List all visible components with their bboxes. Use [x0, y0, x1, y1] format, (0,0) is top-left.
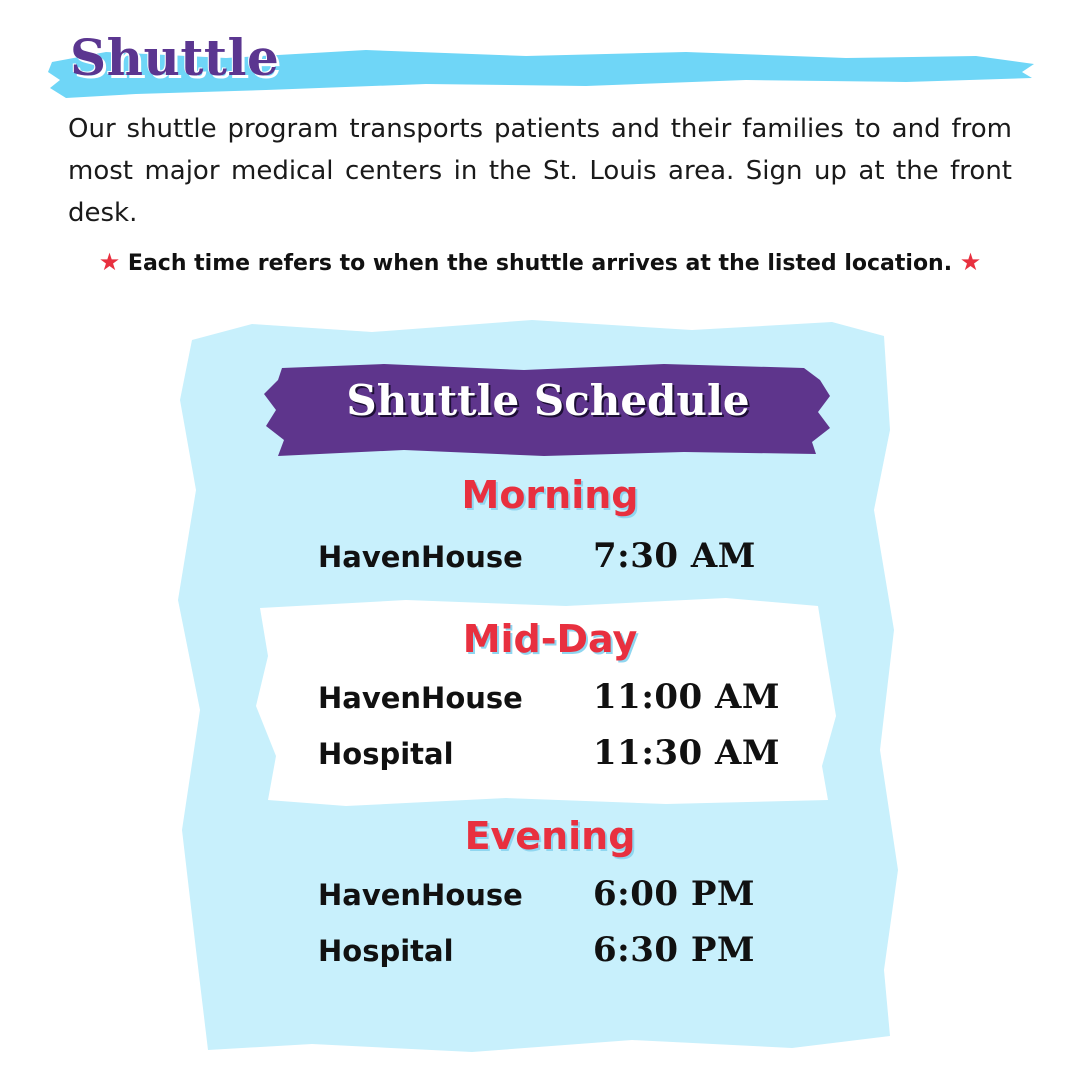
- schedule-location: Hospital: [318, 737, 454, 771]
- intro-paragraph: Our shuttle program transports patients and their families to and from most major medical centers in the St. Louis area. Sign up at the front desk.: [68, 114, 1012, 228]
- schedule-location: HavenHouse: [318, 540, 523, 574]
- schedule-time: 7:30 AM: [593, 536, 756, 576]
- star-icon: ★: [959, 248, 982, 276]
- schedule-location: Hospital: [318, 934, 454, 968]
- schedule-title: Shuttle Schedule: [346, 376, 750, 425]
- schedule-row: [318, 677, 788, 721]
- schedule-location: HavenHouse: [318, 681, 523, 715]
- schedule-time: 6:00 PM: [593, 874, 756, 914]
- schedule-location: HavenHouse: [318, 878, 523, 912]
- schedule-row: [318, 930, 788, 974]
- section-heading-morning: Morning: [461, 473, 639, 517]
- schedule-row: [318, 733, 788, 777]
- page-title: Shuttle: [70, 28, 280, 87]
- schedule-time: 6:30 PM: [593, 930, 756, 970]
- section-heading-midday: Mid-Day: [462, 617, 638, 661]
- schedule-row: [318, 536, 788, 580]
- star-icon: ★: [98, 248, 121, 276]
- arrival-note-text: Each time refers to when the shuttle arrives at the listed location.: [127, 251, 953, 276]
- arrival-note: [40, 248, 1040, 276]
- schedule-row: [318, 874, 788, 918]
- section-heading-evening: Evening: [464, 814, 636, 858]
- schedule-time: 11:30 AM: [593, 733, 781, 773]
- schedule-time: 11:00 AM: [593, 677, 781, 717]
